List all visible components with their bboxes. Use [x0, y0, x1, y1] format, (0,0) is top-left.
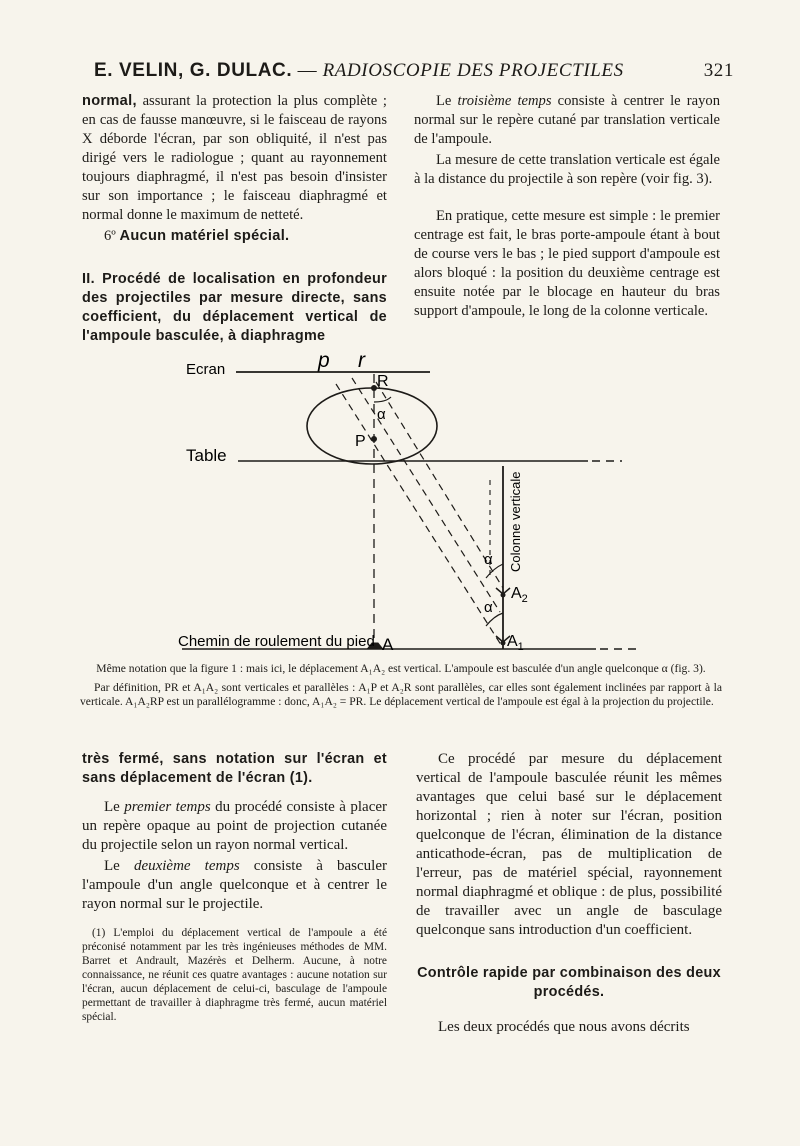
text: consiste à centrer le rayon normal sur le repère cutané par translation verticale de l'ampoule. — [414, 93, 721, 147]
figure-caption — [80, 662, 722, 709]
label-A1-sub: 1 — [517, 641, 524, 653]
paragraph-text: assurant la protection la plus complète ; en cas de fausse manœuvre, si le faisceau de rayons X déborde l'écran, par son obliquité, il n'est pas dirigé vers le radiologue ; quant au rayonnement toujours diaphragmé, il n'est pas besoin d'insister sur son importance ; le faisceau diaphragmé et normal donne le maximum de netteté. — [82, 93, 387, 223]
paragraph: Les deux procédés que nous avons décrits — [438, 1019, 690, 1035]
label-alpha-a2: α — [484, 551, 493, 568]
label-table: Table — [186, 446, 227, 465]
text: Le — [104, 799, 125, 815]
point-a2 — [501, 593, 506, 598]
caption-line-1: Même notation que la figure 1 : mais ici, le déplacement A₁A₂ est vertical. L'ampoule est basculée d'un angle quelconque α (fig. 3). — [96, 662, 706, 675]
paragraph — [82, 227, 387, 246]
footnote-text: (1) L'emploi du déplacement vertical de l'ampoule a été préconisé notamment par les très ingénieuses méthodes de MM. Barret et Andrault, Mazérès et Delherm. Aucune, à notre connaissance, ne réunit ces quatre avantages : aucune notation sur l'écran, aucun déplacement de celui-ci, basculage de l'ampoule permettant de travailler à diaphragme très fermé, aucun matériel spécial. — [82, 927, 387, 1023]
item-number: 6º — [104, 228, 116, 244]
label-A2-letter: A — [511, 585, 522, 602]
point-a1 — [501, 641, 506, 646]
header-dash: — — [297, 60, 318, 81]
text: Le — [436, 93, 458, 109]
oblique-ray-1 — [336, 384, 503, 648]
text: Le — [104, 858, 134, 874]
label-A1 — [507, 633, 524, 653]
label-A2 — [511, 585, 528, 605]
right-column-top — [414, 92, 720, 321]
left-column-bottom — [82, 750, 387, 1024]
paragraph — [82, 798, 387, 855]
footnote — [82, 926, 387, 1024]
emphasis: deuxième temps — [133, 858, 240, 874]
label-colonne: Colonne verticale — [508, 471, 523, 572]
paragraph — [414, 92, 720, 149]
section-heading: II. Procédé de localisation en profondeur des projectiles par mesure directe, sans coefficient, du déplacement vertical de l'ampoule basculée, à diaphragme — [82, 271, 387, 344]
left-column-top — [82, 92, 387, 346]
body-ellipse — [307, 388, 437, 464]
angle-arc-top — [374, 397, 391, 402]
paragraph — [82, 857, 387, 914]
caption-line-2: Par définition, PR et A₁A₂ sont verticales et parallèles : A₁P et A₂R sont parallèles, car elles sont également inclinées par rapport à la verticale. A₁A₂RP est un parallélogramme : donc, A₁A₂ = PR. Le déplacement vertical de l'ampoule est égal à la projection du projectile. — [80, 681, 722, 708]
label-r-small: r — [358, 350, 365, 372]
emphasis: troisième temps — [457, 93, 552, 109]
label-A: A — [382, 635, 394, 654]
running-header — [94, 60, 734, 82]
bold-term: normal, — [82, 93, 137, 109]
bold-term: Aucun matériel spécial. — [119, 228, 290, 244]
emphasis: premier temps — [124, 799, 211, 815]
page-number: 321 — [703, 60, 734, 81]
paragraph — [82, 92, 387, 225]
point-p — [371, 436, 377, 442]
label-A2-sub: 2 — [521, 593, 528, 605]
label-P: P — [355, 433, 366, 450]
paragraph: Ce procédé par mesure du déplacement vertical de l'ampoule basculée réunit les mêmes avantages que celui basé sur le déplacement horizontal ; rien à noter sur l'écran, position quelconque de l'écran, élimination de la distance anticathode-écran, pas de multiplication de l'erreur, pas de matériel spécial, rayonnement normal diaphragmé et oblique : de plus, possibilité de travailler avec un angle de basculage quelconque sans introduction d'un coefficient. — [416, 751, 722, 938]
header-authors: E. VELIN, G. DULAC. — [94, 60, 293, 81]
label-ecran: Ecran — [186, 361, 226, 378]
section-heading-continued: très fermé, sans notation sur l'écran et sans déplacement de l'écran (1). — [82, 751, 387, 786]
section-heading: Contrôle rapide par combinaison des deux procédés. — [417, 965, 721, 1000]
label-chemin: Chemin de roulement du pied — [178, 633, 375, 650]
label-R: R — [377, 373, 389, 390]
text: consiste à basculer l'ampoule d'un angle quelconque et à centrer le rayon normal sur le projectile. — [82, 858, 387, 912]
label-A1-letter: A — [507, 633, 518, 650]
header-title: RADIOSCOPIE DES PROJECTILES — [322, 60, 624, 81]
label-alpha-a1: α — [484, 599, 493, 616]
text: du procédé consiste à placer un repère opaque au point de projection cutanée du projectile selon un rayon normal vertical. — [82, 799, 388, 853]
label-alpha-top: α — [377, 406, 386, 423]
paragraph: La mesure de cette translation verticale est égale à la distance du projectile à son repère (voir fig. 3). — [414, 152, 720, 187]
right-column-bottom — [416, 750, 722, 1037]
figure-3 — [0, 350, 800, 660]
paragraph: En pratique, cette mesure est simple : le premier centrage est fait, le bras porte-ampoule étant à bout de course vers le bas ; le pied support d'ampoule est alors bloqué : la position du deuxième centrage est ensuite notée par le blocage en hauteur du bras support d'ampoule, le long de la colonne verticale. — [414, 208, 720, 319]
label-p-small: p — [318, 350, 330, 372]
